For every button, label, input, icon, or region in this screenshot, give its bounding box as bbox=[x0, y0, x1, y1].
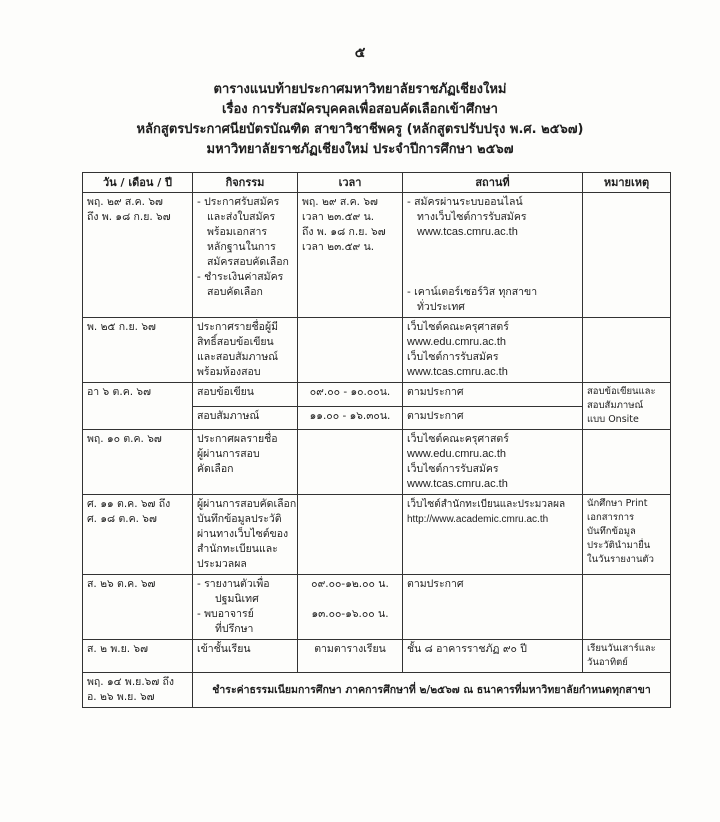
date-line: พฤ. ๒๙ ส.ค. ๖๗ bbox=[87, 196, 163, 208]
time-cell bbox=[298, 640, 403, 673]
date-cell bbox=[83, 575, 193, 640]
place-cell bbox=[403, 406, 583, 430]
place-line: เว็บไซต์คณะครุศาสตร์ bbox=[407, 321, 509, 333]
remark-line: บันทึกข้อมูล bbox=[587, 526, 636, 537]
date-line: อ. ๒๖ พ.ย. ๖๗ bbox=[87, 691, 155, 703]
time-line: ๐๙.๐๐ - ๑๐.๐๐น. bbox=[309, 386, 391, 398]
date-line: อา ๖ ต.ค. ๖๗ bbox=[87, 386, 151, 398]
activity-line: ผ่านทางเว็บไซต์ของ bbox=[197, 528, 289, 540]
place-line: เว็บไซต์คณะครุศาสตร์ bbox=[407, 433, 509, 445]
activity-line: สอบคัดเลือก bbox=[207, 286, 263, 298]
time-line: ตามตารางเรียน bbox=[314, 643, 386, 655]
activity-line: - ประกาศรับสมัคร bbox=[197, 196, 280, 208]
remark-line: แบบ Onsite bbox=[587, 414, 639, 425]
header-date: วัน / เดือน / ปี bbox=[83, 173, 193, 193]
date-cell bbox=[83, 640, 193, 673]
activity-line: สอบสัมภาษณ์ bbox=[197, 409, 260, 422]
activity-line: หลักฐานในการ bbox=[207, 241, 276, 253]
date-cell bbox=[83, 383, 193, 430]
place-line: เว็บไซต์สำนักทะเบียนและประมวลผล bbox=[407, 499, 566, 510]
time-cell bbox=[298, 406, 403, 430]
activity-line: - รายงานตัวเพื่อ bbox=[197, 578, 270, 590]
activity-line: ที่ปรึกษา bbox=[215, 623, 254, 635]
activity-line: พร้อมห้องสอบ bbox=[197, 366, 261, 378]
activity-line: ประกาศรายชื่อผู้มี bbox=[197, 321, 279, 333]
tuition-payment-note: ชำระค่าธรรมเนียมการศึกษา ภาคการศึกษาที่ ๒/๒๕๖๗ ณ ธนาคารที่มหาวิทยาลัยกำหนดทุกสาขา bbox=[193, 673, 671, 708]
table-header-row bbox=[83, 173, 671, 193]
time-cell bbox=[298, 495, 403, 575]
heading-line-2: เรื่อง การรับสมัครบุคคลเพื่อสอบคัดเลือกเข้าศึกษา bbox=[222, 102, 498, 117]
time-cell bbox=[298, 383, 403, 407]
place-cell bbox=[403, 575, 583, 640]
place-cell bbox=[403, 193, 583, 318]
activity-line: - ชำระเงินค่าสมัคร bbox=[197, 271, 284, 283]
activity-line: ประมวลผล bbox=[197, 558, 247, 570]
date-cell bbox=[83, 430, 193, 495]
time-cell bbox=[298, 430, 403, 495]
activity-cell bbox=[193, 318, 298, 383]
remark-cell bbox=[583, 318, 671, 383]
place-line: ตามประกาศ bbox=[407, 409, 464, 422]
time-line: ๐๙.๐๐-๑๒.๐๐ น. bbox=[311, 578, 389, 590]
header-time: เวลา bbox=[298, 173, 403, 193]
activity-cell bbox=[193, 640, 298, 673]
schedule-table bbox=[82, 172, 671, 708]
remark-line: สอบสัมภาษณ์ bbox=[587, 400, 644, 411]
remark-cell bbox=[583, 640, 671, 673]
date-line: พ. ๒๕ ก.ย. ๖๗ bbox=[87, 321, 156, 333]
remark-cell bbox=[583, 430, 671, 495]
time-line: เวลา ๒๓.๕๙ น. bbox=[302, 241, 375, 253]
place-cell bbox=[403, 383, 583, 407]
academic-url: http://www.academic.cmru.ac.th bbox=[407, 514, 549, 525]
tcas-url: www.tcas.cmru.ac.th bbox=[407, 366, 508, 378]
document-heading bbox=[0, 80, 720, 160]
activity-line: พร้อมเอกสาร bbox=[207, 226, 267, 238]
time-cell bbox=[298, 575, 403, 640]
activity-line: สอบข้อเขียน bbox=[197, 386, 254, 398]
heading-line-4: มหาวิทยาลัยราชภัฏเชียงใหม่ ประจำปีการศึกษา ๒๕๖๗ bbox=[206, 142, 514, 157]
time-line: ๑๑.๐๐ - ๑๖.๓๐น. bbox=[309, 409, 391, 422]
activity-cell bbox=[193, 193, 298, 318]
edu-url: www.edu.cmru.ac.th bbox=[407, 336, 507, 348]
tcas-url: www.tcas.cmru.ac.th bbox=[417, 226, 518, 238]
header-place: สถานที่ bbox=[403, 173, 583, 193]
time-line: ถึง พ. ๑๘ ก.ย. ๖๗ bbox=[302, 226, 386, 238]
place-line: - สมัครผ่านระบบออนไลน์ bbox=[407, 196, 523, 208]
date-cell bbox=[83, 495, 193, 575]
remark-line: ในวันรายงานตัว bbox=[587, 554, 654, 565]
heading-line-3: หลักสูตรประกาศนียบัตรบัณฑิต สาขาวิชาชีพครู (หลักสูตรปรับปรุง พ.ศ. ๒๕๖๗) bbox=[136, 122, 584, 137]
activity-line: และส่งใบสมัคร bbox=[207, 211, 276, 223]
place-cell bbox=[403, 640, 583, 673]
header-activity: กิจกรรม bbox=[193, 173, 298, 193]
remark-line: สอบข้อเขียนและ bbox=[587, 386, 656, 397]
date-line: ถึง พ. ๑๘ ก.ย. ๖๗ bbox=[87, 211, 171, 223]
table-row bbox=[83, 193, 671, 318]
tcas-url: www.tcas.cmru.ac.th bbox=[407, 478, 508, 490]
place-line: ทั่วประเทศ bbox=[417, 301, 465, 313]
activity-line: เข้าชั้นเรียน bbox=[197, 643, 251, 655]
activity-line: ผู้ผ่านการสอบคัดเลือก bbox=[197, 498, 297, 510]
activity-cell bbox=[193, 430, 298, 495]
activity-line: - พบอาจารย์ bbox=[197, 608, 254, 620]
activity-line: สมัครสอบคัดเลือก bbox=[207, 256, 289, 268]
place-cell bbox=[403, 495, 583, 575]
remark-line: เอกสารการ bbox=[587, 512, 635, 523]
activity-line: ผู้ผ่านการสอบ bbox=[197, 448, 260, 460]
table-row bbox=[83, 673, 671, 708]
remark-line: เรียนวันเสาร์และ bbox=[587, 643, 656, 654]
place-line: เว็บไซต์การรับสมัคร bbox=[407, 351, 499, 363]
activity-line: ปฐมนิเทศ bbox=[215, 593, 259, 605]
place-line: ตามประกาศ bbox=[407, 386, 464, 398]
time-line: ๑๓.๐๐-๑๖.๐๐ น. bbox=[311, 608, 389, 620]
place-line: เว็บไซต์การรับสมัคร bbox=[407, 463, 499, 475]
date-cell bbox=[83, 193, 193, 318]
table-row bbox=[83, 430, 671, 495]
place-cell bbox=[403, 318, 583, 383]
time-line: พฤ. ๒๙ ส.ค. ๖๗ bbox=[302, 196, 378, 208]
date-cell bbox=[83, 318, 193, 383]
time-cell bbox=[298, 193, 403, 318]
time-line: เวลา ๒๓.๕๙ น. bbox=[302, 211, 375, 223]
date-line: ศ. ๑๘ ต.ค. ๖๗ bbox=[87, 513, 157, 525]
date-line: ส. ๒ พ.ย. ๖๗ bbox=[87, 643, 148, 655]
place-line: ทางเว็บไซต์การรับสมัคร bbox=[417, 211, 527, 223]
activity-line: สิทธิ์สอบข้อเขียน bbox=[197, 336, 274, 348]
page-number: ๕ bbox=[354, 45, 366, 61]
activity-cell bbox=[193, 383, 298, 407]
remark-line: วันอาทิตย์ bbox=[587, 657, 628, 668]
place-line: - เคาน์เตอร์เซอร์วิส ทุกสาขา bbox=[407, 286, 538, 298]
table-row bbox=[83, 575, 671, 640]
table-row bbox=[83, 318, 671, 383]
remark-line: ประวัตินำมายื่น bbox=[587, 540, 651, 551]
place-line: ตามประกาศ bbox=[407, 578, 464, 590]
place-cell bbox=[403, 430, 583, 495]
table-row bbox=[83, 495, 671, 575]
date-line: พฤ. ๑๐ ต.ค. ๖๗ bbox=[87, 433, 162, 445]
table-row bbox=[83, 383, 671, 407]
activity-line: คัดเลือก bbox=[197, 463, 234, 475]
activity-cell bbox=[193, 406, 298, 430]
remark-cell bbox=[583, 193, 671, 318]
activity-cell bbox=[193, 495, 298, 575]
table-row bbox=[83, 640, 671, 673]
remark-cell bbox=[583, 575, 671, 640]
heading-line-1: ตารางแนบท้ายประกาศมหาวิทยาลัยราชภัฏเชียงใหม่ bbox=[213, 82, 507, 97]
activity-line: และสอบสัมภาษณ์ bbox=[197, 351, 279, 363]
date-line: พฤ. ๑๔ พ.ย.๖๗ ถึง bbox=[87, 676, 175, 688]
remark-cell bbox=[583, 495, 671, 575]
remark-line: นักศึกษา Print bbox=[587, 498, 648, 509]
header-remark: หมายเหตุ bbox=[583, 173, 671, 193]
edu-url: www.edu.cmru.ac.th bbox=[407, 448, 507, 460]
date-line: ส. ๒๖ ต.ค. ๖๗ bbox=[87, 578, 156, 590]
activity-line: สำนักทะเบียนและ bbox=[197, 543, 278, 555]
activity-cell bbox=[193, 575, 298, 640]
date-cell bbox=[83, 673, 193, 708]
place-line: ชั้น ๘ อาคารราชภัฏ ๙๐ ปี bbox=[407, 643, 527, 655]
time-cell bbox=[298, 318, 403, 383]
date-line: ศ. ๑๑ ต.ค. ๖๗ ถึง bbox=[87, 498, 171, 510]
activity-line: ประกาศผลรายชื่อ bbox=[197, 433, 278, 445]
activity-line: บันทึกข้อมูลประวัติ bbox=[197, 513, 282, 525]
remark-cell bbox=[583, 383, 671, 430]
